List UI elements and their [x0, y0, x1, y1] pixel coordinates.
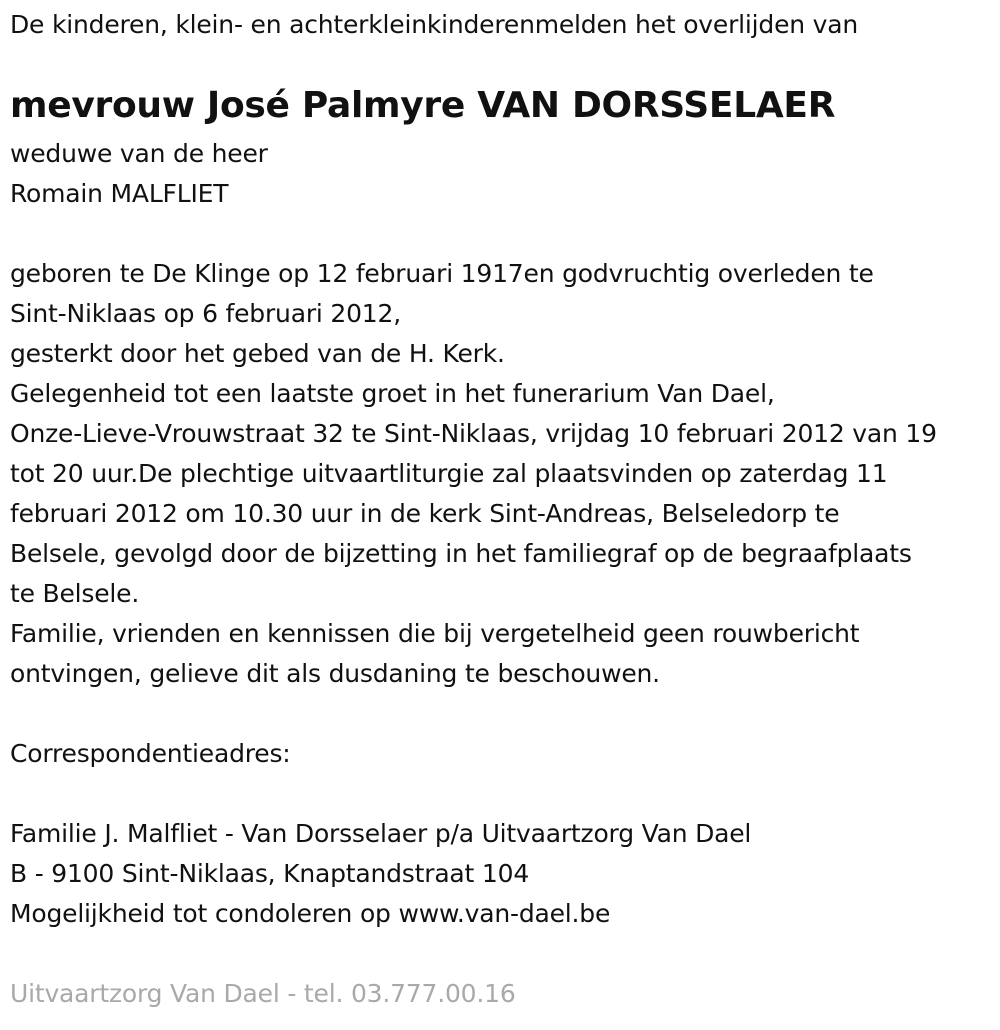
footer-contact: Uitvaartzorg Van Dael - tel. 03.777.00.16: [10, 979, 516, 1008]
body-line: ontvingen, gelieve dit als dusdaning te beschouwen.: [10, 659, 660, 688]
correspondence-line-2: B - 9100 Sint-Niklaas, Knaptandstraat 104: [10, 859, 530, 888]
correspondence-line-3: Mogelijkheid tot condoleren op www.van-dael.be: [10, 899, 611, 928]
body-line: februari 2012 om 10.30 uur in de kerk Sint-Andreas, Belseledorp te: [10, 499, 840, 528]
relation-line-2: Romain MALFLIET: [10, 179, 229, 208]
correspondence-heading: Correspondentieadres:: [10, 739, 291, 768]
deceased-name: mevrouw José Palmyre VAN DORSSELAER: [10, 85, 836, 126]
body-line: Sint-Niklaas op 6 februari 2012,: [10, 299, 401, 328]
relation-line-1: weduwe van de heer: [10, 139, 268, 168]
intro-text: De kinderen, klein- en achterkleinkinderenmelden het overlijden van: [10, 10, 859, 39]
body-line: te Belsele.: [10, 579, 140, 608]
correspondence-line-1: Familie J. Malfliet - Van Dorsselaer p/a Uitvaartzorg Van Dael: [10, 819, 752, 848]
body-line: Belsele, gevolgd door de bijzetting in het familiegraf op de begraafplaats: [10, 539, 912, 568]
body-line: gesterkt door het gebed van de H. Kerk.: [10, 339, 505, 368]
body-line: tot 20 uur.De plechtige uitvaartliturgie zal plaatsvinden op zaterdag 11: [10, 459, 888, 488]
body-line: geboren te De Klinge op 12 februari 1917en godvruchtig overleden te: [10, 259, 874, 288]
body-line: Familie, vrienden en kennissen die bij vergetelheid geen rouwbericht: [10, 619, 860, 648]
body-line: Gelegenheid tot een laatste groet in het funerarium Van Dael,: [10, 379, 775, 408]
body-line: Onze-Lieve-Vrouwstraat 32 te Sint-Niklaas, vrijdag 10 februari 2012 van 19: [10, 419, 937, 448]
